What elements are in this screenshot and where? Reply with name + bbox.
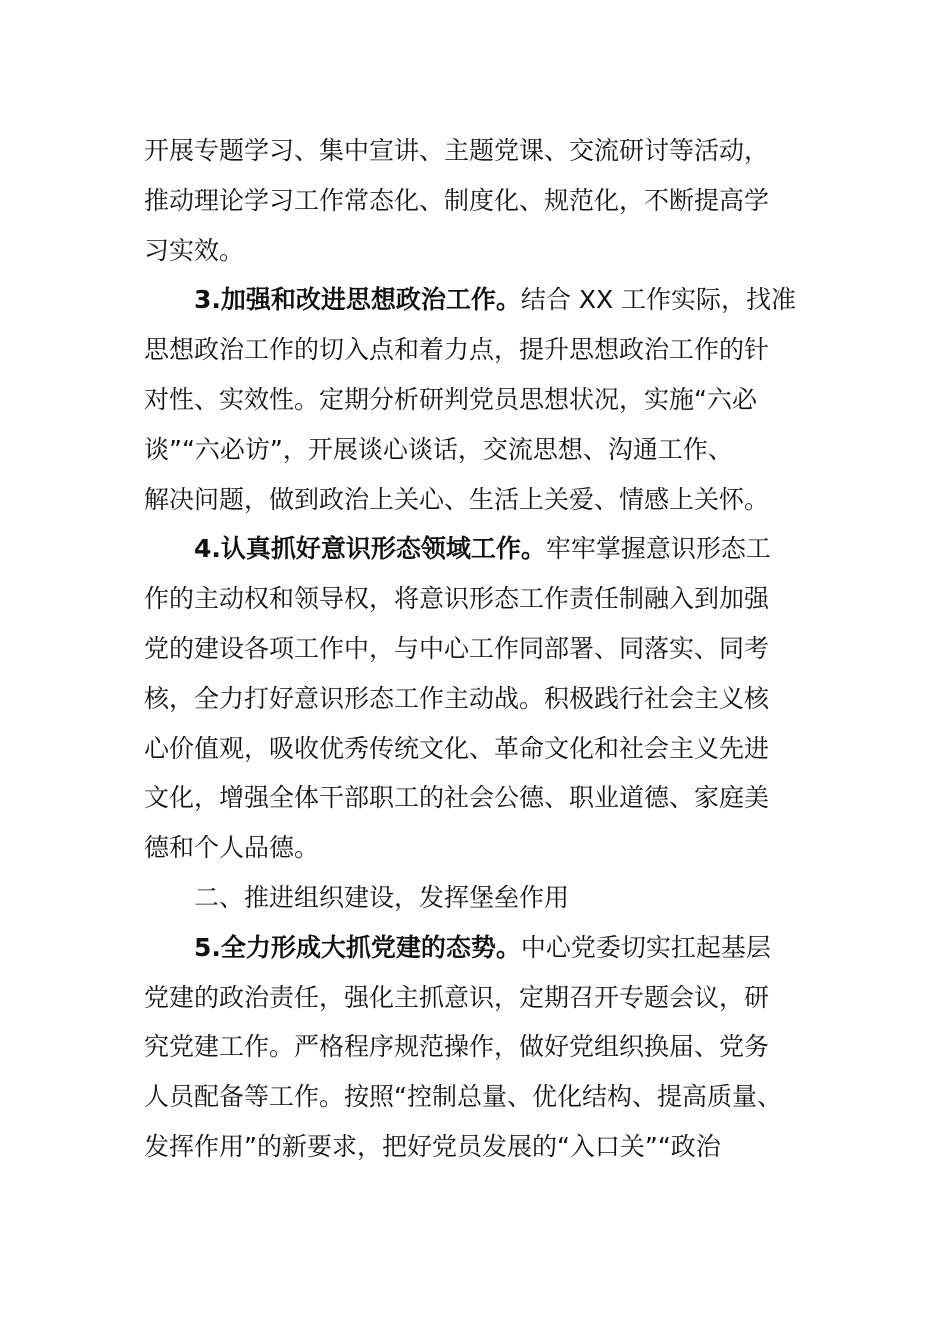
paragraph-line: 习实效。 [144,235,245,265]
paragraph-line: 心价值观，吸收优秀传统文化、革命文化和社会主义先进 [144,733,770,763]
paragraph-line: 开展专题学习、集中宣讲、主题党课、交流研讨等活动， [144,136,770,165]
paragraph-line: 牢牢掌握意识形态工 [545,534,771,564]
paragraph-line: 作的主动权和领导权，将意识形态工作责任制融入到加强 [144,584,770,614]
paragraph-line: 究党建工作。严格程序规范操作，做好党组织换届、党务 [144,1032,770,1062]
paragraph-line: 思想政治工作的切入点和着力点，提升思想政治工作的针 [144,335,770,365]
section-5-heading: 5.全力形成大抓党建的态势。 [194,932,521,962]
section-4-heading: 4.认真抓好意识形态领域工作。 [194,534,546,564]
paragraph-line: 解决问题，做到政治上关心、生活上关爱、情感上关怀。 [144,484,770,514]
paragraph-line: 推动理论学习工作常态化、制度化、规范化，不断提高学 [144,185,770,215]
section-4-first-line [144,524,808,574]
paragraph-line: 人员配备等工作。按照“控制总量、优化结构、提高质量、 [144,1082,782,1112]
paragraph-line: 中心党委切实扛起基层 [520,932,771,962]
section-3-heading: 3.加强和改进思想政治工作。 [194,285,521,315]
paragraph-line: 党建的政治责任，强化主抓意识，定期召开专题会议，研 [144,982,770,1012]
paragraph-line: 核，全力打好意识形态工作主动战。积极践行社会主义核 [144,683,770,713]
document-body [144,126,808,1172]
paragraph-line: 文化，增强全体干部职工的社会公德、职业道德、家庭美 [144,783,770,813]
paragraph-line: 党的建设各项工作中，与中心工作同部署、同落实、同考 [144,633,770,663]
section-5-first-line [144,923,808,973]
paragraph-line: 德和个人品德。 [144,833,320,863]
paragraph-line: 结合 XX 工作实际，找准 [520,285,797,315]
section-3-first-line [144,275,808,325]
chapter-2-heading: 二、推进组织建设，发挥堡垒作用 [194,882,570,912]
paragraph-line: 对性、实效性。定期分析研判党员思想状况，实施“六必 [144,384,757,414]
paragraph-line: 谈”“六必访”，开展谈心谈话，交流思想、沟通工作、 [144,434,733,464]
paragraph-line: 发挥作用”的新要求，把好党员发展的“入口关”“政治 [144,1131,721,1161]
